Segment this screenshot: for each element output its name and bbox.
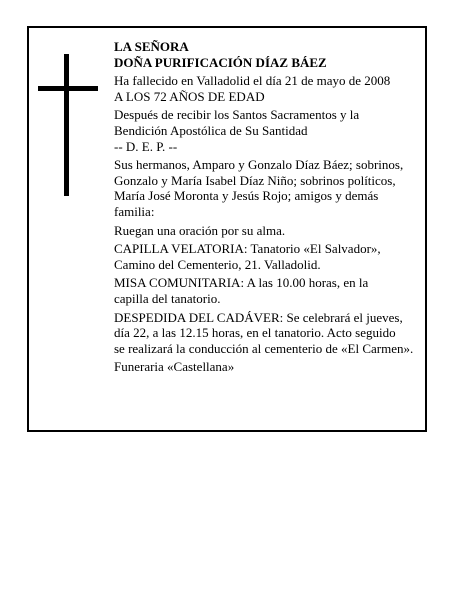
mass-line: MISA COMUNITARIA: A las 10.00 horas, en la [114,275,369,291]
rest-in-peace: -- D. E. P. -- [114,138,178,154]
notice-title: LA SEÑORA [114,39,189,54]
family-line: Sus hermanos, Amparo y Gonzalo Díaz Báez; sobrinos, [114,157,404,173]
deceased-name: DOÑA PURIFICACIÓN DÍAZ BÁEZ [114,54,327,70]
farewell-line: día 22, a las 12.15 horas, en el tanatorio. Acto seguido [114,325,396,341]
funeral-home: Funeraria «Castellana» [114,359,235,375]
sacraments-line: Bendición Apostólica de Su Santidad [114,122,308,138]
chapel-line: Camino del Cementerio, 21. Valladolid. [114,256,321,272]
farewell-line: se realizará la conducción al cementerio de «El Carmen». [114,340,414,356]
age-statement: A LOS 72 AÑOS DE EDAD [114,88,265,104]
death-statement: Ha fallecido en Valladolid el día 21 de mayo de 2008 [114,73,391,89]
obituary-text [114,39,434,375]
farewell-line: DESPEDIDA DEL CADÁVER: Se celebrará el jueves, [114,309,403,325]
cross-icon [64,54,69,196]
family-line: Gonzalo y María Isabel Díaz Niño; sobrinos políticos, [114,172,396,188]
mass-line: capilla del tanatorio. [114,290,221,306]
sacraments-line: Después de recibir los Santos Sacramentos y la [114,107,360,123]
prayer-request: Ruegan una oración por su alma. [114,222,286,238]
family-line: familia: [114,203,155,219]
cross-icon-bar [38,86,98,91]
chapel-line: CAPILLA VELATORIA: Tanatorio «El Salvador», [114,241,381,257]
family-line: María José Moronta y Jesús Rojo; amigos y demás [114,188,379,204]
